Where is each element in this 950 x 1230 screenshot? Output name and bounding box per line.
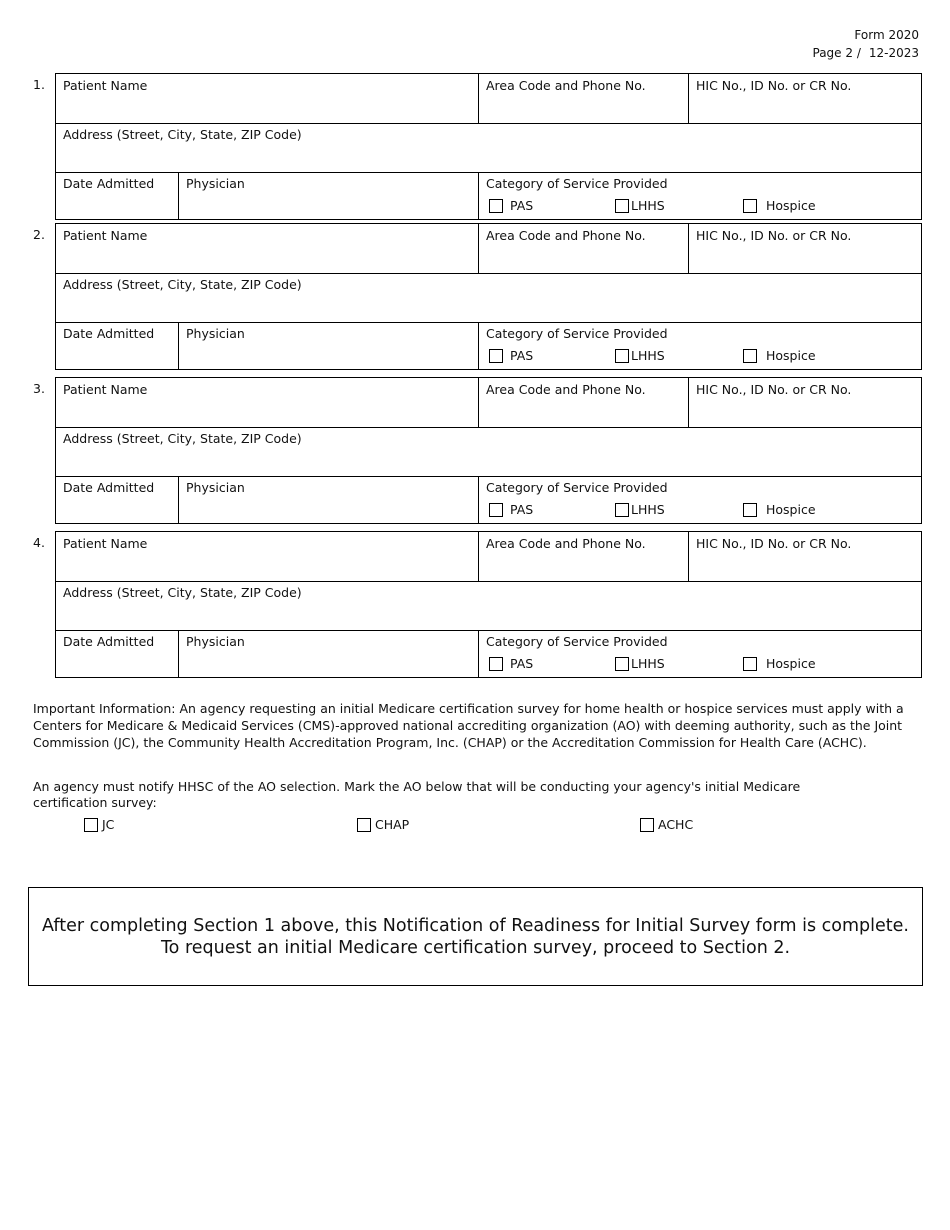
patient-name-field[interactable] [56, 532, 479, 581]
completion-line-2: To request an initial Medicare certification survey, proceed to Section 2. [160, 937, 791, 958]
patient-name-label: Patient Name [63, 536, 148, 551]
lhhs-checkbox[interactable] [615, 657, 629, 671]
ao-option-chap[interactable] [357, 817, 409, 832]
physician-label: Physician [186, 326, 245, 341]
form-number: Form 2020 [854, 28, 919, 42]
physician-label: Physician [186, 634, 245, 649]
patient-number: 2. [33, 227, 45, 242]
phone-field[interactable] [479, 532, 689, 581]
patient-block [55, 73, 922, 220]
address-field[interactable] [56, 273, 921, 322]
pas-option[interactable] [489, 656, 533, 671]
form-date: 12-2023 [868, 46, 919, 60]
achc-label: ACHC [658, 817, 694, 832]
lhhs-option[interactable] [615, 198, 665, 213]
category-label: Category of Service Provided [486, 634, 668, 649]
address-label: Address (Street, City, State, ZIP Code) [63, 585, 302, 600]
physician-field[interactable] [179, 322, 479, 370]
date-admitted-field[interactable] [56, 476, 179, 524]
physician-field[interactable] [179, 476, 479, 524]
ao-instruction: An agency must notify HHSC of the AO selection. Mark the AO below that will be conducting your agency's initial Medicare certification survey: [33, 779, 801, 810]
date-admitted-label: Date Admitted [63, 634, 155, 649]
date-admitted-label: Date Admitted [63, 326, 155, 341]
patient-name-label: Patient Name [63, 382, 148, 397]
hospice-option[interactable] [743, 656, 816, 671]
address-label: Address (Street, City, State, ZIP Code) [63, 277, 302, 292]
page-number: Page 2 / [812, 46, 861, 60]
lhhs-checkbox[interactable] [615, 199, 629, 213]
lhhs-option[interactable] [615, 502, 665, 517]
hic-label: HIC No., ID No. or CR No. [696, 536, 852, 551]
patient-block [55, 377, 922, 524]
hospice-label: Hospice [766, 656, 816, 671]
date-admitted-label: Date Admitted [63, 176, 155, 191]
pas-label: PAS [510, 198, 534, 213]
hospice-option[interactable] [743, 198, 816, 213]
pas-label: PAS [510, 502, 534, 517]
date-admitted-label: Date Admitted [63, 480, 155, 495]
hospice-label: Hospice [766, 348, 816, 363]
patient-number: 4. [33, 535, 45, 550]
hic-field[interactable] [689, 224, 921, 273]
category-label: Category of Service Provided [486, 176, 668, 191]
phone-field[interactable] [479, 224, 689, 273]
patient-name-field[interactable] [56, 224, 479, 273]
patient-name-field[interactable] [56, 378, 479, 427]
physician-field[interactable] [179, 172, 479, 220]
phone-field[interactable] [479, 74, 689, 123]
important-info-text: An agency requesting an initial Medicare certification survey for home health or hospice services must apply with a Centers for Medicare & Medicaid Services (CMS)-approved national accrediting organization (AO) with deeming authority, such as the Joint Commission (JC), the Community Health Accreditation Program, Inc. (CHAP) or the Accreditation Commission for Health Care (ACHC). [33, 701, 904, 750]
pas-option[interactable] [489, 198, 533, 213]
phone-label: Area Code and Phone No. [486, 228, 646, 243]
category-field [479, 476, 921, 524]
physician-field[interactable] [179, 630, 479, 678]
hospice-checkbox[interactable] [743, 657, 757, 671]
patient-name-field[interactable] [56, 74, 479, 123]
patient-number: 1. [33, 77, 45, 92]
completion-notice [28, 887, 923, 986]
jc-checkbox[interactable] [84, 818, 98, 832]
physician-label: Physician [186, 176, 245, 191]
hospice-checkbox[interactable] [743, 199, 757, 213]
hospice-label: Hospice [766, 198, 816, 213]
hospice-label: Hospice [766, 502, 816, 517]
phone-label: Area Code and Phone No. [486, 382, 646, 397]
phone-field[interactable] [479, 378, 689, 427]
physician-label: Physician [186, 480, 245, 495]
category-label: Category of Service Provided [486, 480, 668, 495]
pas-option[interactable] [489, 348, 533, 363]
ao-option-jc[interactable] [84, 817, 114, 832]
date-admitted-field[interactable] [56, 630, 179, 678]
address-label: Address (Street, City, State, ZIP Code) [63, 127, 302, 142]
patient-name-label: Patient Name [63, 228, 148, 243]
lhhs-option[interactable] [615, 348, 665, 363]
date-admitted-field[interactable] [56, 322, 179, 370]
lhhs-checkbox[interactable] [615, 349, 629, 363]
patient-number: 3. [33, 381, 45, 396]
hospice-option[interactable] [743, 348, 816, 363]
hospice-checkbox[interactable] [743, 349, 757, 363]
hic-field[interactable] [689, 532, 921, 581]
hospice-checkbox[interactable] [743, 503, 757, 517]
address-field[interactable] [56, 581, 921, 630]
page-info [805, 44, 920, 62]
phone-label: Area Code and Phone No. [486, 536, 646, 551]
patient-block [55, 531, 922, 678]
category-label: Category of Service Provided [486, 326, 668, 341]
category-field [479, 172, 921, 220]
achc-checkbox[interactable] [640, 818, 654, 832]
ao-option-achc[interactable] [640, 817, 693, 832]
pas-checkbox[interactable] [489, 503, 503, 517]
category-field [479, 322, 921, 370]
pas-checkbox[interactable] [489, 199, 503, 213]
jc-label: JC [102, 817, 115, 832]
lhhs-checkbox[interactable] [615, 503, 629, 517]
pas-checkbox[interactable] [489, 349, 503, 363]
hic-field[interactable] [689, 74, 921, 123]
address-field[interactable] [56, 123, 921, 172]
hic-label: HIC No., ID No. or CR No. [696, 382, 852, 397]
pas-checkbox[interactable] [489, 657, 503, 671]
chap-checkbox[interactable] [357, 818, 371, 832]
address-label: Address (Street, City, State, ZIP Code) [63, 431, 302, 446]
address-field[interactable] [56, 427, 921, 476]
important-information [33, 700, 913, 751]
pas-label: PAS [510, 348, 534, 363]
hic-label: HIC No., ID No. or CR No. [696, 78, 852, 93]
category-field [479, 630, 921, 678]
date-admitted-field[interactable] [56, 172, 179, 220]
chap-label: CHAP [375, 817, 410, 832]
lhhs-label: LHHS [631, 656, 665, 671]
lhhs-option[interactable] [615, 656, 665, 671]
phone-label: Area Code and Phone No. [486, 78, 646, 93]
lhhs-label: LHHS [631, 198, 665, 213]
patient-name-label: Patient Name [63, 78, 148, 93]
hic-label: HIC No., ID No. or CR No. [696, 228, 852, 243]
important-info-label: Important Information: [33, 701, 176, 716]
pas-option[interactable] [489, 502, 533, 517]
hospice-option[interactable] [743, 502, 816, 517]
lhhs-label: LHHS [631, 348, 665, 363]
completion-line-1: After completing Section 1 above, this Notification of Readiness for Initial Survey form is complete. [42, 915, 909, 936]
lhhs-label: LHHS [631, 502, 665, 517]
hic-field[interactable] [689, 378, 921, 427]
patient-block [55, 223, 922, 370]
pas-label: PAS [510, 656, 534, 671]
